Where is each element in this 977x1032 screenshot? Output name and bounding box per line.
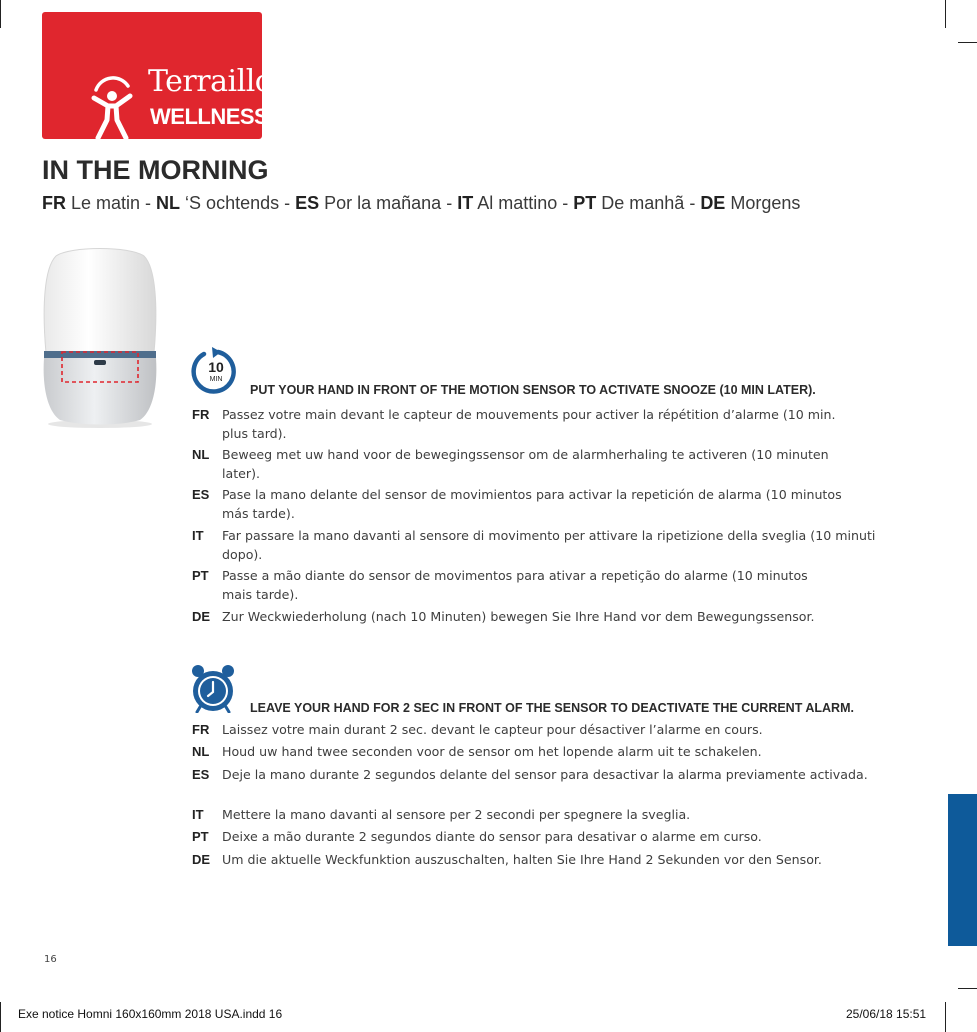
instruction-text: Laissez votre main durant 2 sec. devant le capteur pour désactiver l’alarme en cours. [222, 722, 763, 737]
brand-logo [42, 12, 352, 139]
translated-titles [42, 193, 800, 214]
lang-code: IT [192, 528, 204, 543]
crop-mark [945, 1002, 946, 1032]
lang-code: FR [192, 407, 210, 422]
lang-code: FR [192, 722, 210, 737]
lang-code: DE [192, 609, 211, 624]
lang-code: DE [192, 852, 211, 867]
section-2-heading: LEAVE YOUR HAND FOR 2 SEC IN FRONT OF THE SENSOR TO DEACTIVATE THE CURRENT ALARM. [250, 701, 854, 715]
lang-code: IT [457, 193, 474, 213]
lang-code: DE [700, 193, 726, 213]
snooze-unit-label: MIN [209, 376, 223, 383]
lang-code: PT [192, 568, 209, 583]
lang-code: NL [192, 447, 210, 462]
instruction-row [192, 445, 912, 483]
translated-title: De manhã - [596, 193, 701, 213]
instruction-text: Um die aktuelle Weckfunktion auszuschalten, halten Sie Ihre Hand 2 Sekunden vor den Sensor. [222, 852, 822, 867]
section-tab [948, 794, 977, 946]
translated-title: Por la mañana - [319, 193, 458, 213]
instruction-text: Deje la mano durante 2 segundos delante del sensor para desactivar la alarma previamente activada. [222, 767, 868, 782]
lang-code: ES [295, 193, 320, 213]
crop-mark [958, 42, 977, 43]
instruction-text: Pase la mano delante del sensor de movimientos para activar la repetición de alarma (10 minutos más tarde). [222, 487, 842, 521]
instruction-text: Houd uw hand twee seconden voor de sensor om het lopende alarm uit te schakelen. [222, 744, 762, 759]
crop-mark [0, 1002, 1, 1032]
instruction-row [192, 607, 912, 626]
lang-code: FR [42, 193, 66, 213]
lang-code: NL [156, 193, 181, 213]
lang-code: NL [192, 744, 210, 759]
crop-mark [958, 988, 977, 989]
brand-name: Terraillon. [148, 64, 301, 99]
brand-tagline: WELLNESS COACH [150, 104, 352, 129]
instruction-row [192, 850, 912, 869]
crop-mark [0, 0, 1, 28]
instruction-row [192, 485, 912, 523]
instruction-row [192, 405, 912, 443]
translated-title: Al mattino - [473, 193, 574, 213]
lang-code: IT [192, 807, 204, 822]
snooze-10min-icon [190, 347, 240, 397]
translated-title: Le matin - [66, 193, 157, 213]
device-illustration [40, 248, 160, 428]
instruction-text: Mettere la mano davanti al sensore per 2 secondi per spegnere la sveglia. [222, 807, 691, 822]
instruction-text: Zur Weckwiederholung (nach 10 Minuten) bewegen Sie Ihre Hand vor dem Bewegungssensor. [222, 609, 815, 624]
wellness-figure-icon [90, 76, 134, 140]
instruction-row [192, 827, 912, 846]
instruction-row [192, 526, 912, 564]
instruction-text: Far passare la mano davanti al sensore di movimento per attivare la ripetizione della sveglia (10 minuti dopo). [222, 528, 876, 562]
lang-code: ES [192, 487, 210, 502]
instruction-text: Beweeg met uw hand voor de bewegingssensor om de alarmherhaling te activeren (10 minuten later). [222, 447, 829, 481]
instruction-row [192, 765, 912, 784]
instruction-text: Passe a mão diante do sensor de movimentos para ativar a repetição do alarme (10 minutos mais tarde). [222, 568, 808, 602]
footer-timestamp: 25/06/18 15:51 [846, 1007, 927, 1021]
page-title: IN THE MORNING [42, 155, 269, 185]
lang-code: ES [192, 767, 210, 782]
alarm-clock-icon [190, 663, 236, 713]
footer-filename: Exe notice Homni 160x160mm 2018 USA.indd 16 [18, 1007, 283, 1021]
snooze-minutes-label: 10 [208, 359, 224, 375]
crop-mark [945, 0, 946, 28]
instruction-row [192, 742, 912, 761]
instruction-text: Passez votre main devant le capteur de mouvements pour activer la répétition d’alarme (10 min. plus tard). [222, 407, 836, 441]
translated-title: Morgens [725, 193, 801, 213]
instruction-row [192, 566, 912, 604]
instruction-text: Deixe a mão durante 2 segundos diante do sensor para desativar o alarme em curso. [222, 829, 762, 844]
instruction-row [192, 805, 912, 824]
section-1-heading: PUT YOUR HAND IN FRONT OF THE MOTION SENSOR TO ACTIVATE SNOOZE (10 MIN LATER). [250, 383, 816, 397]
page-number: 16 [44, 954, 57, 965]
lang-code: PT [192, 829, 209, 844]
instruction-row [192, 720, 912, 739]
lang-code: PT [573, 193, 597, 213]
translated-title: ‘S ochtends - [180, 193, 296, 213]
